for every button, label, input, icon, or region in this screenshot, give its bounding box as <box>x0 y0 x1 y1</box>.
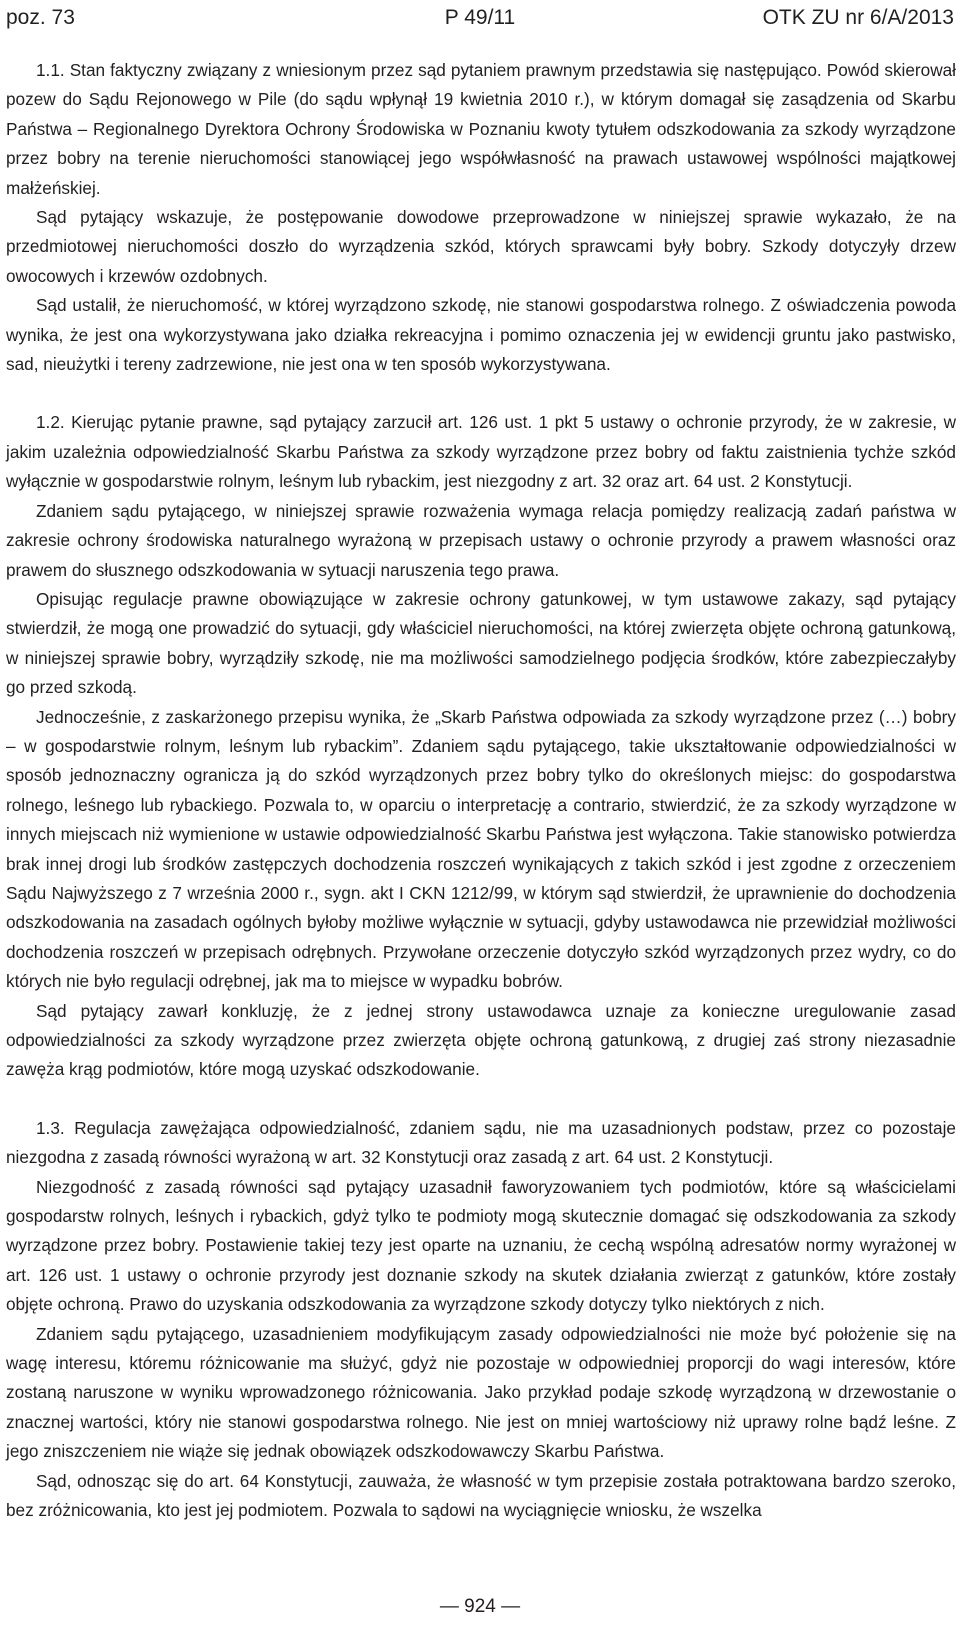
paragraph: Jednocześnie, z zaskarżonego przepisu wynika, że „Skarb Państwa odpowiada za szkody wyrządzone przez (…) bobry – w gospodarstwie rolnym, leśnym lub rybackim”. Zdaniem sądu pytającego, takie ukształtowanie odpowiedzialności w sposób jednoznaczny ogranicza ją do szkód wyrządzonych przez bobry tylko do określonych miejsc: do gospodarstwa rolnego, leśnego lub rybackiego. Pozwala to, w oparciu o interpretację a contrario, stwierdzić, że za szkody wyrządzone w innych miejscach niż wymienione w ustawie odpowiedzialność Skarbu Państwa jest wyłączona. Takie stanowisko potwierdza brak innej drogi lub środków zastępczych dochodzenia roszczeń wynikających z takich szkód i jest zgodne z orzeczeniem Sądu Najwyższego z 7 września 2000 r., sygn. akt I CKN 1212/99, w którym sąd stwierdził, że uprawnienie do dochodzenia odszkodowania na zasadach ogólnych byłoby możliwe wyłącznie w sytuacji, gdyby ustawodawca nie przewidział możliwości dochodzenia roszczeń w przepisach odrębnych. Przywołane orzeczenie dotyczyło szkód wyrządzonych przez wydry, co do których nie było regulacji odrębnej, jak ma to miejsce w wypadku bobrów. <box>6 706 956 992</box>
paragraph: 1.1. Stan faktyczny związany z wniesionym przez sąd pytaniem prawnym przedstawia się następująco. Powód skierował pozew do Sądu Rejonowego w Pile (do sądu wpłynął 19 kwietnia 2010 r.), w którym domagał się zasądzenia od Skarbu Państwa – Regionalnego Dyrektora Ochrony Środowiska w Poznaniu kwoty tytułem odszkodowania za szkody wyrządzone przez bobry na terenie nieruchomości stanowiącej jego współwłasność na prawach ustawowej wspólności majątkowej małżeńskiej. <box>6 60 956 198</box>
paragraph: Sąd ustalił, że nieruchomość, w której wyrządzono szkodę, nie stanowi gospodarstwa rolnego. Z oświadczenia powoda wynika, że jest ona wykorzystywana jako działka rekreacyjna i pomimo oznaczenia jej w ewidencji gruntu jako pastwisko, sad, nieużytki i tereny zadrzewione, nie jest ona w ten sposób wykorzystywana. <box>6 295 956 375</box>
document-body <box>6 56 956 1526</box>
page-number: — 924 — <box>439 1596 521 1617</box>
paragraph: 1.2. Kierując pytanie prawne, sąd pytający zarzucił art. 126 ust. 1 pkt 5 ustawy o ochronie przyrody, że w zakresie, w jakim uzależnia odpowiedzialność Skarbu Państwa za szkody wyrządzone przez bobry od faktu zaistnienia tychże szkód wyłącznie w gospodarstwie rolnym, leśnym lub rybackim, jest niezgodny z art. 32 oraz art. 64 ust. 2 Konstytucji. <box>6 412 956 492</box>
paragraph: Sąd, odnosząc się do art. 64 Konstytucji, zauważa, że własność w tym przepisie została potraktowana bardzo szeroko, bez zróżnicowania, kto jest jej podmiotem. Pozwala to sądowi na wyciągnięcie wniosku, że wszelka <box>6 1470 956 1521</box>
paragraph: Zdaniem sądu pytającego, w niniejszej sprawie rozważenia wymaga relacja pomiędzy realizacją zadań państwa w zakresie ochrony środowiska naturalnego wyrażoną w przepisach ustawy o ochronie przyrody a prawem własności oraz prawem do słusznego odszkodowania w sytuacji naruszenia tego prawa. <box>6 500 956 580</box>
header-position: poz. 73 <box>6 6 75 29</box>
header-journal-reference: OTK ZU nr 6/A/2013 <box>762 6 954 29</box>
header-case-number: P 49/11 <box>444 6 516 29</box>
paragraph: Sąd pytający zawarł konkluzję, że z jednej strony ustawodawca uznaje za konieczne uregulowanie zasad odpowiedzialności za szkody wyrządzone przez zwierzęta objęte ochroną gatunkową, z drugiej zaś strony niezasadnie zawęża krąg podmiotów, które mogą uzyskać odszkodowanie. <box>6 1000 956 1080</box>
paragraph: Sąd pytający wskazuje, że postępowanie dowodowe przeprowadzone w niniejszej sprawie wykazało, że na przedmiotowej nieruchomości doszło do wyrządzenia szkód, których sprawcami były bobry. Szkody dotyczyły drzew owocowych i krzewów ozdobnych. <box>6 207 956 286</box>
paragraph: Opisując regulacje prawne obowiązujące w zakresie ochrony gatunkowej, w tym ustawowe zakazy, sąd pytający stwierdził, że mogą one prowadzić do sytuacji, gdy właściciel nieruchomości, na której zwierzęta objęte ochroną gatunkową, w niniejszej sprawie bobry, wyrządziły szkodę, nie ma możliwości samodzielnego podjęcia środków, które zabezpieczałyby go przed szkodą. <box>6 588 956 698</box>
page-header <box>6 6 954 36</box>
paragraph: Zdaniem sądu pytającego, uzasadnieniem modyfikującym zasady odpowiedzialności nie może być położenie się na wagę interesu, któremu różnicowanie ma służyć, gdyż nie pozostaje w odpowiedniej proporcji do wagi interesów, które zostaną naruszone w wyniku wprowadzonego różnicowania. Jako przykład podaje szkodę wyrządzoną w drzewostanie o znacznej wartości, który nie stanowi gospodarstwa rolnego. Nie jest on mniej wartościowy niż uprawy rolne bądź leśne. Z jego zniszczeniem nie wiąże się jednak obowiązek odszkodowawczy Skarbu Państwa. <box>6 1323 956 1462</box>
paragraph: Niezgodność z zasadą równości sąd pytający uzasadnił faworyzowaniem tych podmiotów, które są właścicielami gospodarstw rolnych, leśnych i rybackich, gdyż tylko te podmioty mogą skutecznie domagać się odszkodowania za szkody wyrządzone przez bobry. Postawienie takiej tezy jest oparte na uznaniu, że cechą wspólną adresatów normy wyrażonej w art. 126 ust. 1 ustawy o ochronie przyrody jest doznanie szkody na skutek działania zwierząt z gatunków, które zostały objęte ochroną. Prawo do uzyskania odszkodowania za wyrządzone szkody dotyczy tylko niektórych z nich. <box>6 1176 956 1315</box>
paragraph: 1.3. Regulacja zawężająca odpowiedzialność, zdaniem sądu, nie ma uzasadnionych podstaw, przez co pozostaje niezgodna z zasadą równości wyrażoną w art. 32 Konstytucji oraz zasadą z art. 64 ust. 2 Konstytucji. <box>6 1117 956 1168</box>
